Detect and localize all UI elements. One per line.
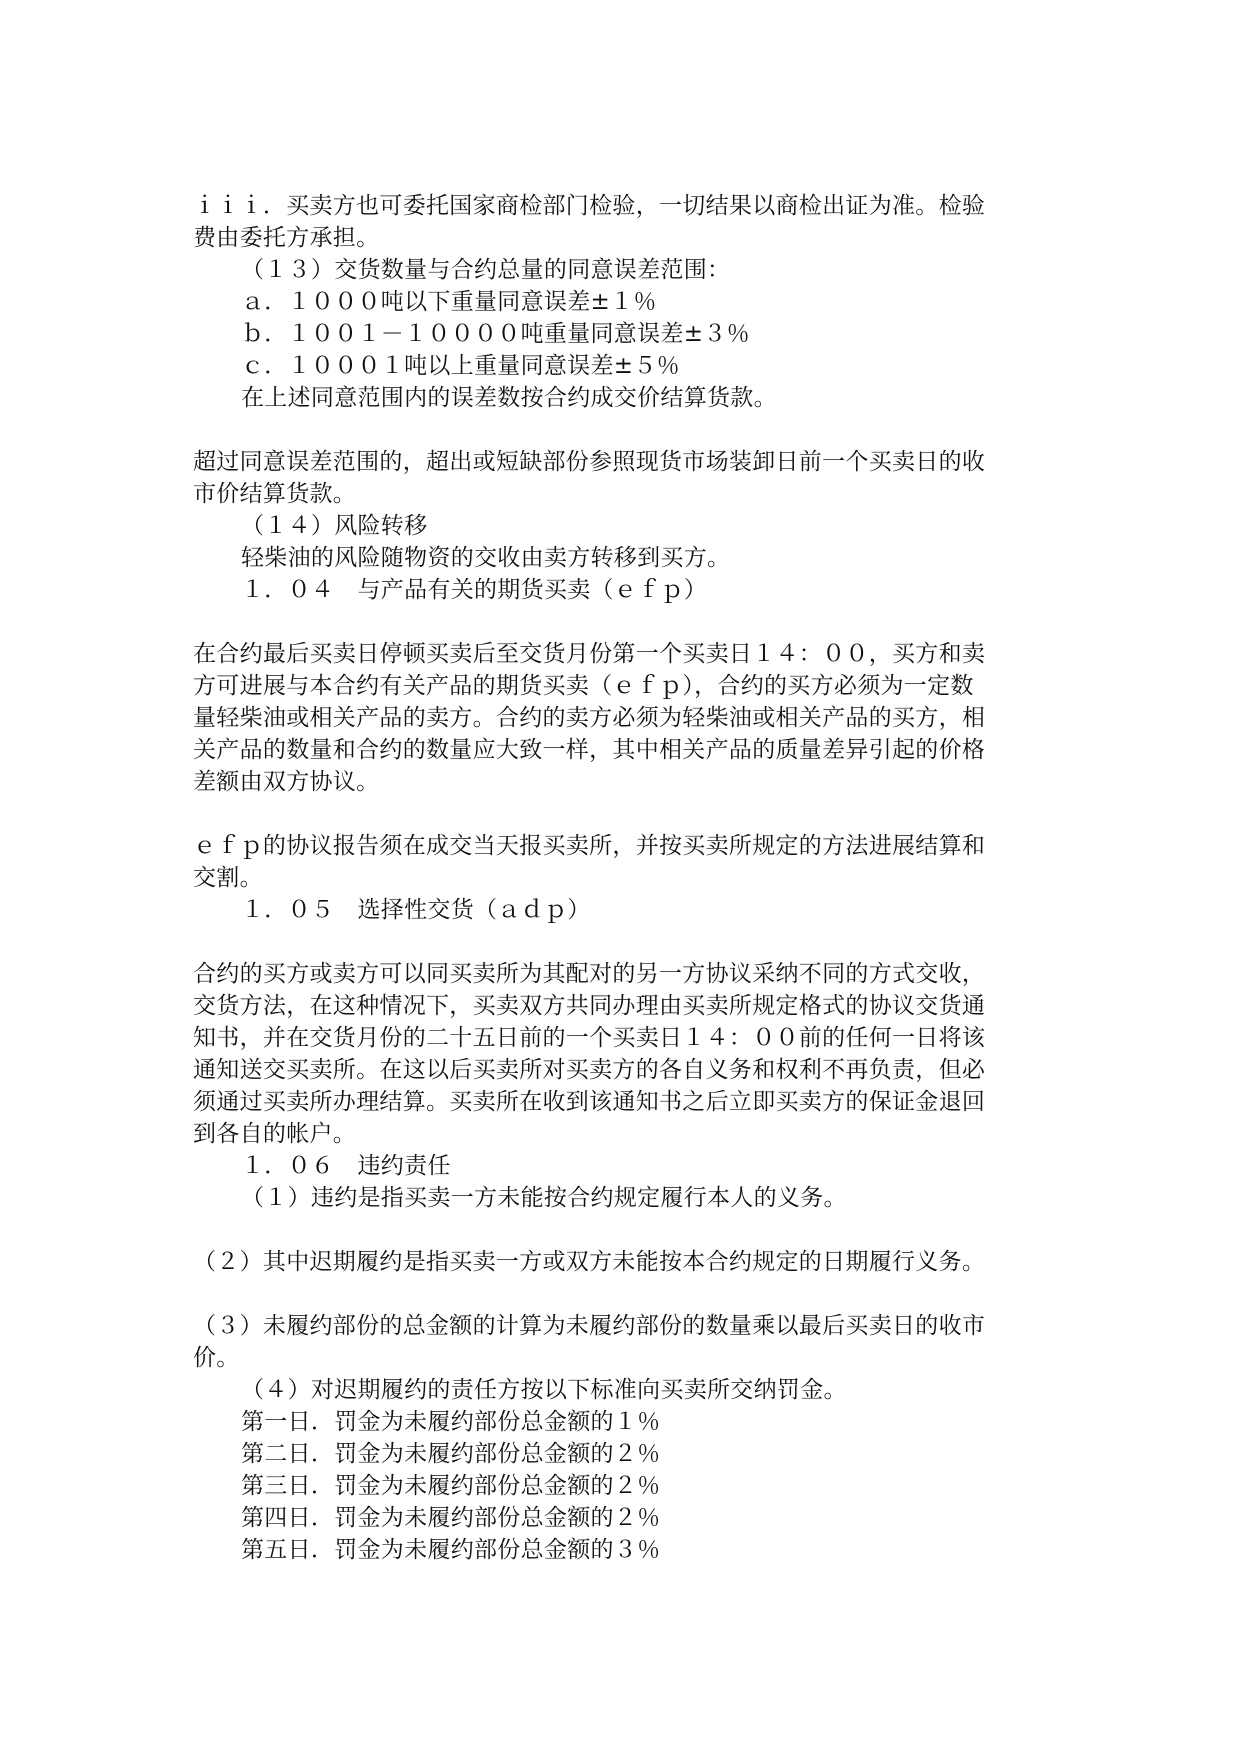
text-line: 在合约最后买卖日停顿买卖后至交货月份第一个买卖日１４：００，买方和卖 (193, 641, 986, 667)
blank-line (193, 1214, 1055, 1246)
text-line: 关产品的数量和合约的数量应大致一样，其中相关产品的质量差异引起的价格 (193, 737, 986, 763)
text-line: ｅｆｐ的协议报告须在成交当天报买卖所，并按买卖所规定的方法进展结算和 (193, 833, 986, 859)
text-line: 第四日．罚金为未履约部份总金额的２％ (241, 1505, 661, 1531)
text-line: （１４）风险转移 (241, 513, 428, 539)
section-heading: １．０６ 违约责任 (241, 1153, 451, 1179)
text-line: 第五日．罚金为未履约部份总金额的３％ (241, 1537, 661, 1563)
text-line: 市价结算货款。 (193, 481, 357, 507)
text-line: 差额由双方协议。 (193, 769, 380, 795)
text-line: 第一日．罚金为未履约部份总金额的１％ (241, 1409, 661, 1435)
blank-line (193, 1278, 1055, 1310)
text-line: 交货方法，在这种情况下，买卖双方共同办理由买卖所规定格式的协议交货通 (193, 993, 986, 1019)
text-line: （１）违约是指买卖一方未能按合约规定履行本人的义务。 (241, 1185, 847, 1211)
text-line: 在上述同意范围内的误差数按合约成交价结算货款。 (241, 385, 777, 411)
text-line: （２）其中迟期履约是指买卖一方或双方未能按本合约规定的日期履行义务。 (193, 1249, 986, 1275)
text-line: 费由委托方承担。 (193, 225, 380, 251)
text-line: 量轻柴油或相关产品的卖方。合约的卖方必须为轻柴油或相关产品的买方，相 (193, 705, 986, 731)
text-line: （１３）交货数量与合约总量的同意误差范围： (241, 257, 731, 283)
text-line: （４）对迟期履约的责任方按以下标准向买卖所交纳罚金。 (241, 1377, 847, 1403)
text-line: 交割。 (193, 865, 263, 891)
text-line: ｃ．１０００１吨以上重量同意误差±５％ (241, 353, 680, 379)
text-line: ｂ．１００１－１００００吨重量同意误差±３％ (241, 321, 750, 347)
blank-line (193, 798, 1055, 830)
text-line: 知书，并在交货月份的二十五日前的一个买卖日１４：００前的任何一日将该 (193, 1025, 986, 1051)
text-line: 超过同意误差范围的，超出或短缺部份参照现货市场装卸日前一个买卖日的收 (193, 449, 986, 475)
section-heading: １．０４ 与产品有关的期货买卖（ｅｆｐ） (241, 577, 707, 603)
text-line: ｉｉｉ．买卖方也可委托国家商检部门检验，一切结果以商检出证为准。检验 (193, 193, 986, 219)
text-line: 须通过买卖所办理结算。买卖所在收到该通知书之后立即买卖方的保证金退回 (193, 1089, 986, 1115)
blank-line (193, 926, 1055, 958)
blank-line (193, 414, 1055, 446)
text-line: 合约的买方或卖方可以同买卖所为其配对的另一方协议采纳不同的方式交收， (193, 961, 986, 987)
text-line: 通知送交买卖所。在这以后买卖所对买卖方的各自义务和权利不再负责，但必 (193, 1057, 986, 1083)
text-line: 价。 (193, 1345, 240, 1371)
text-line: ａ．１０００吨以下重量同意误差±１％ (241, 289, 657, 315)
text-line: （３）未履约部份的总金额的计算为未履约部份的数量乘以最后买卖日的收市 (193, 1313, 986, 1339)
section-heading: １．０５ 选择性交货（ａｄｐ） (241, 897, 591, 923)
text-line: 到各自的帐户。 (193, 1121, 357, 1147)
text-line: 轻柴油的风险随物资的交收由卖方转移到买方。 (241, 545, 731, 571)
text-line: 第二日．罚金为未履约部份总金额的２％ (241, 1441, 661, 1467)
text-line: 第三日．罚金为未履约部份总金额的２％ (241, 1473, 661, 1499)
text-line: 方可进展与本合约有关产品的期货买卖（ｅｆｐ），合约的买方必须为一定数 (193, 673, 974, 699)
blank-line (193, 606, 1055, 638)
document-body (193, 190, 1055, 1566)
